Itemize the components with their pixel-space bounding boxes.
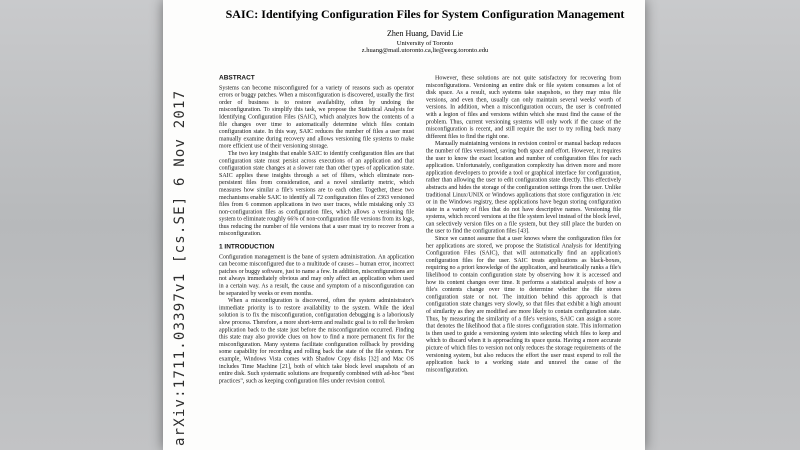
paper-author-emails: z.huang@mail.utoronto.ca,lie@eecg.toronto.edu: [361, 47, 489, 54]
paper-title: SAIC: Identifying Configuration Files for System Configuration Management: [225, 7, 625, 21]
two-column-layout: [219, 74, 621, 384]
abstract-paragraph-2: The two key insights that enable SAIC to identify configuration files are that configuration state must persist across executions of an application and that configuration state changes at a slower rate than other types of application state. SAIC applies these insights through a set of filters, which eliminate non-persistent files from consideration, and a novel similarity metric, which measures how similar a file's versions are to each other. Together, these two mechanisms enable SAIC to identify all 72 configuration files of 2363 versioned files from 6 common applications in two user traces, while mistaking only 33 non-configuration files as configuration files, which allows a versioning file system to eliminate roughly 66% of non-configuration file versions from its logs, thus reducing the number of file versions that a user must try to recover from a misconfiguration.: [219, 149, 414, 237]
introduction-paragraph-2: When a misconfiguration is discovered, often the system administrator's immediate priority is to restore availability to the system. While the ideal solution is to fix the misconfiguration, configuration debugging is a laboriously slow process. Therefore, a more short-term and realistic goal is to roll the broken application back to the state just before the misconfiguration occurred. Finding this state may also provide clues on how to find a more permanent fix for the misconfiguration. Many systems facilitate configuration rollback by providing some capability for recording and rolling back the state of the file system. For example, Windows Vista comes with Shadow Copy disks [32] and Mac OS includes Time Machine [21], both of which take block level snapshots of an entire disk. Such systematic solutions are frequently combined with ad-hoc "best practices", such as keeping configuration files under revision control.: [219, 296, 414, 384]
right-column-paragraph-3: Since we cannot assume that a user knows where the configuration files for her applications are stored, we propose the Statistical Analysis for Identifying Configuration Files (SAIC), that will automatically find an application's configuration files for the user. SAIC treats applications as black-boxes, requiring no a priori knowledge of the application, and heuristically ranks a file's likelihood to contain configuration state by observing how it is accessed and how its content changes over time. It performs a statistical analysis of how a file's contents change over time to determine whether the file stores configuration state or not. The intuition behind this approach is that configuration state changes very slowly, so that files that exhibit a high amount of similarity as they are modified are more likely to contain configuration state. Thus, by measuring the similarity of a file's versions, SAIC can assign a score that denotes the likelihood that a file stores configuration state. This information is then used to guide a versioning system into selecting which files to keep and which to discard when it is approaching its space quota. Having a more accurate picture of which files to version not only reduces the storage requirements of the versioning system, but also reduces the effort the user must expend to roll the application back to a working state and unravel the cause of the misconfiguration.: [426, 234, 621, 373]
introduction-heading: 1 INTRODUCTION: [219, 242, 275, 251]
arxiv-stamp: arXiv:1711.03397v1 [cs.SE] 6 Nov 2017: [172, 89, 188, 446]
paper-affiliation: University of Toronto: [396, 40, 454, 47]
left-column: [219, 74, 414, 384]
paper-header: [215, 7, 635, 54]
abstract-heading: ABSTRACT: [219, 73, 255, 81]
paper-authors: Zhen Huang, David Lie: [387, 29, 463, 38]
right-column-paragraph-2: Manually maintaining versions in revision control or manual backup reduces the number of files versioned, saving both space and effort. However, it requires the user to know the exact location and number of configuration files for each application. Unfortunately, configuration complexity has driven more and more application developers to provide a tool or graphical interface for configuration, rather than allowing the user to edit configuration state directly. This effectively abstracts and hides the storage of the configuration settings from the user. Unlike traditional Linux/UNIX or Windows applications that store configuration in /etc or in the Windows registry, these applications have begun storing configuration state in a variety of files that do not have descriptive names. Versioning file systems, which record versions at the file system level instead of the block level, can selectively version files on a file system, but they still place the burden on the user to find the configuration files [43].: [426, 139, 621, 235]
introduction-paragraph-1: Configuration management is the bane of system administration. An application can become misconfigured due to a multitude of causes – human error, incorrect patches or buggy software, just to name a few. In addition, misconfigurations are not always immediately obvious and may only affect an application when used in a certain way. As a result, the cause and symptom of a misconfiguration can be separated by weeks or even months.: [219, 252, 414, 297]
right-column-paragraph-1: However, these solutions are not quite satisfactory for recovering from misconfigurations. Versioning an entire disk or file system consumes a lot of disk space. As a result, such systems take snapshots, so they may miss file versions, and even then, usually can only maintain several weeks' worth of versions. In addition, when a misconfiguration occurs, the user is confronted with a legion of files and versions within which she must find the cause of the problem. Thus, current versioning systems will only work if the cause of the misconfiguration is recent, and still require the user to try rolling back many different files to find the right one.: [426, 74, 621, 140]
right-column: [426, 74, 621, 384]
paper-body: [219, 74, 621, 384]
abstract-paragraph-1: Systems can become misconfigured for a variety of reasons such as operator errors or buggy patches. When a misconfiguration is discovered, usually the first order of business is to restore availability, often by undoing the misconfiguration. To simplify this task, we propose the Statistical Analysis for Identifying Configuration Files (SAIC), which analyzes how the contents of a file changes over time to automatically determine which files contain configuration state. In this way, SAIC reduces the number of files a user must manually examine during recovery and allows versioning file systems to make more efficient use of their versioning storage.: [219, 83, 414, 150]
paper-page: [163, 0, 645, 450]
